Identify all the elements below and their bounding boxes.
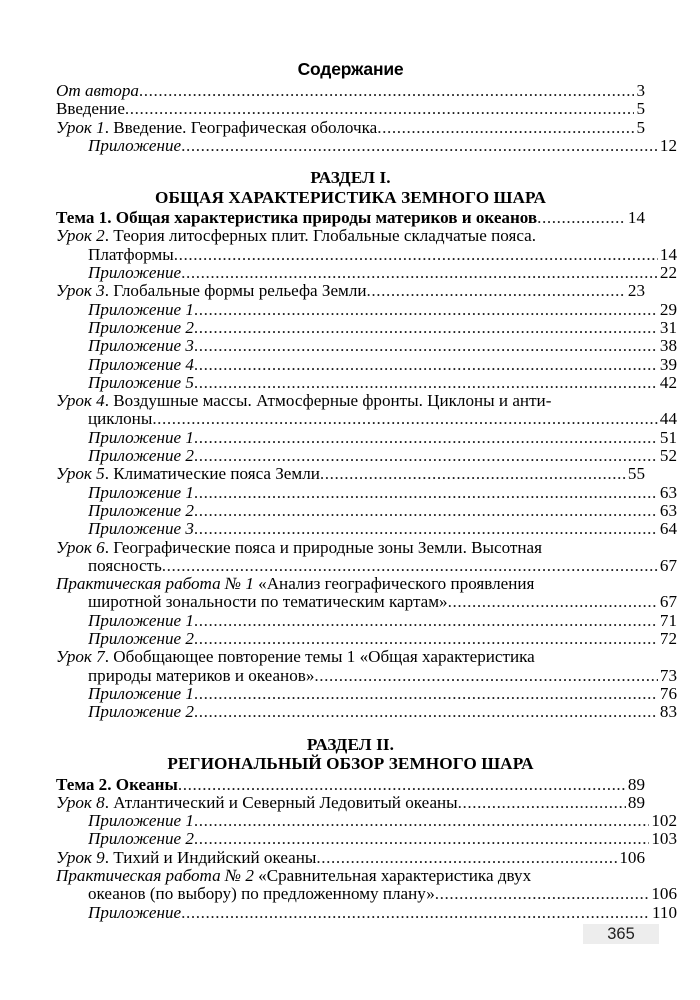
toc-entry-label-part: Урок 9 bbox=[56, 848, 105, 867]
toc-dot-leader bbox=[367, 282, 626, 300]
toc-dot-leader bbox=[536, 227, 643, 245]
toc-dot-leader bbox=[537, 209, 626, 227]
toc-entry-label bbox=[56, 392, 551, 410]
toc-entry-label-part: Приложение 1 bbox=[88, 611, 194, 630]
toc-entry-label-part: природы материков и океанов» bbox=[88, 666, 315, 685]
toc-entry-label-part: Урок 8 bbox=[56, 793, 105, 812]
toc-entry-label bbox=[88, 484, 194, 502]
toc-entry-page-number: 23 bbox=[627, 281, 645, 301]
toc-entry-label-part: . Глобальные формы рельефа Земли bbox=[104, 282, 367, 301]
toc-entry-label bbox=[88, 667, 314, 685]
toc-dot-leader bbox=[194, 630, 658, 648]
toc-entry-label bbox=[88, 301, 194, 319]
toc-entry-page-number: 38 bbox=[659, 336, 677, 356]
toc-entry-page-number: 67 bbox=[659, 555, 677, 575]
toc-entry[interactable] bbox=[56, 520, 677, 538]
page-title: Содержание bbox=[297, 59, 404, 79]
toc-entry[interactable] bbox=[56, 392, 645, 410]
toc-entry-label-part: «Анализ географического проявления bbox=[253, 575, 535, 594]
toc-entry-label-part: Приложение 2 bbox=[88, 703, 194, 722]
toc-dot-leader bbox=[320, 465, 626, 483]
toc-entry[interactable] bbox=[56, 282, 645, 300]
section-spacer bbox=[56, 155, 645, 168]
toc-entry-page-number: 55 bbox=[627, 464, 645, 484]
toc-entry-label bbox=[56, 575, 534, 593]
toc-entry[interactable] bbox=[56, 447, 677, 465]
toc-entry-page-number: 71 bbox=[659, 610, 677, 630]
toc-entry-page-number: 29 bbox=[659, 299, 677, 319]
toc-entry-label-part: Приложение 1 bbox=[88, 483, 194, 502]
toc-entry-label bbox=[88, 429, 194, 447]
toc-entry-label bbox=[56, 100, 125, 118]
toc-entry-label-part: Приложение 2 bbox=[88, 501, 194, 520]
toc-entry[interactable] bbox=[56, 82, 645, 100]
section-heading-line-2: РЕГИОНАЛЬНЫЙ ОБЗОР ЗЕМНОГО ШАРА bbox=[167, 754, 534, 773]
toc-dot-leader bbox=[152, 410, 658, 428]
toc-entry[interactable] bbox=[56, 830, 677, 848]
toc-entry-label bbox=[88, 447, 194, 465]
toc-entry-label-part: Приложение 5 bbox=[88, 373, 194, 392]
toc-entry-label-part: широтной зональности по тематическим картам» bbox=[88, 593, 448, 612]
toc-entry-page-number: 64 bbox=[659, 519, 677, 539]
toc-dot-leader bbox=[542, 539, 643, 557]
toc-entry-label-part: Приложение 2 bbox=[88, 630, 194, 649]
toc-entry[interactable] bbox=[56, 337, 677, 355]
toc-entry-label bbox=[56, 849, 316, 867]
toc-entry-label-part: «Сравнительная характеристика двух bbox=[253, 866, 532, 885]
toc-dot-leader bbox=[194, 319, 658, 337]
toc-entry[interactable] bbox=[56, 301, 677, 319]
toc-entry[interactable] bbox=[56, 502, 677, 520]
toc-entry-label bbox=[56, 282, 367, 300]
toc-entry-label-part: . Введение. Географическая оболочка bbox=[104, 118, 378, 137]
toc-dot-leader bbox=[181, 264, 658, 282]
toc-entry-label-part: Урок 6 bbox=[56, 538, 105, 557]
section-heading-line-2: ОБЩАЯ ХАРАКТЕРИСТИКА ЗЕМНОГО ШАРА bbox=[155, 187, 546, 207]
toc-dot-leader bbox=[139, 82, 635, 100]
toc-entry-page-number: 5 bbox=[636, 99, 645, 119]
toc-entry-page-number: 39 bbox=[659, 354, 677, 374]
toc-entry-page-number: 89 bbox=[627, 792, 645, 812]
toc-entry-label bbox=[88, 319, 194, 337]
toc-entry[interactable] bbox=[56, 794, 645, 812]
toc-entry-label-part: . Атлантический и Северный Ледовитый океаны bbox=[104, 793, 458, 812]
toc-entry-label-part: Приложение 2 bbox=[88, 447, 194, 466]
toc-entry-label-part: Приложение 3 bbox=[88, 337, 194, 356]
toc-dot-leader bbox=[194, 447, 658, 465]
toc-dot-leader bbox=[194, 612, 658, 630]
toc-entry-label bbox=[88, 885, 435, 903]
toc-entry[interactable] bbox=[56, 630, 677, 648]
toc-entry-label-part: Урок 7 bbox=[56, 648, 105, 667]
toc-entry[interactable] bbox=[56, 575, 645, 593]
toc-entry-page-number: 76 bbox=[659, 683, 677, 703]
toc-dot-leader bbox=[194, 356, 658, 374]
toc-entry-page-number: 63 bbox=[659, 482, 677, 502]
toc-entry-label-part: Практическая работа № 1 bbox=[56, 575, 254, 594]
toc-entry-label bbox=[56, 209, 537, 227]
toc-entry-label-part: Тема 1. Общая характеристика природы материков и океанов bbox=[56, 209, 538, 228]
toc-entry-label-part: Приложение 1 bbox=[88, 684, 194, 703]
toc-entry-label bbox=[56, 465, 320, 483]
toc-entry-page-number: 14 bbox=[627, 208, 645, 228]
toc-entry-label bbox=[88, 703, 194, 721]
toc-entry-page-number: 12 bbox=[659, 135, 677, 155]
toc-entry-page-number: 3 bbox=[636, 81, 645, 100]
section-heading bbox=[56, 735, 645, 774]
toc-entry[interactable] bbox=[56, 849, 645, 867]
toc-entry-label bbox=[88, 685, 194, 703]
toc-entry[interactable] bbox=[56, 137, 677, 155]
toc-entry-label bbox=[56, 119, 377, 137]
toc-entry[interactable] bbox=[56, 374, 677, 392]
toc-dot-leader bbox=[178, 776, 626, 794]
toc-entry-page-number: 22 bbox=[659, 263, 677, 283]
toc-entry-label-part: Урок 1 bbox=[56, 118, 105, 137]
toc-entry-label bbox=[88, 612, 194, 630]
toc-entry-label-part: Приложение 1 bbox=[88, 428, 194, 447]
toc-entry-label-part: . Географические пояса и природные зоны Земли. Высотная bbox=[104, 538, 542, 557]
toc-dot-leader bbox=[551, 392, 643, 410]
toc-entry[interactable] bbox=[56, 867, 645, 885]
toc-entry[interactable] bbox=[56, 209, 645, 227]
toc-entry-page-number: 42 bbox=[659, 372, 677, 392]
toc-dot-leader bbox=[458, 794, 626, 812]
toc-entry-label-part: Приложение 3 bbox=[88, 520, 194, 539]
toc-entry-label bbox=[56, 227, 536, 245]
toc-entry[interactable] bbox=[56, 356, 677, 374]
toc-entry[interactable] bbox=[56, 465, 645, 483]
toc-entry-label-part: Приложение 2 bbox=[88, 318, 194, 337]
toc-entry[interactable] bbox=[56, 904, 677, 922]
toc-entry-page-number: 89 bbox=[627, 774, 645, 794]
toc-entry[interactable] bbox=[56, 812, 677, 830]
toc-dot-leader bbox=[377, 119, 634, 137]
toc-dot-leader bbox=[194, 520, 658, 538]
toc-entry-label bbox=[56, 794, 458, 812]
toc-entry-label bbox=[88, 593, 448, 611]
toc-entry-label-part: Урок 5 bbox=[56, 465, 105, 484]
toc-entry-label bbox=[56, 867, 531, 885]
toc-entry[interactable] bbox=[56, 119, 645, 137]
toc-entry-label bbox=[56, 776, 178, 794]
toc-entry-label-part: . Обобщающее повторение темы 1 «Общая характеристика bbox=[104, 648, 535, 667]
toc-entry[interactable] bbox=[56, 885, 677, 903]
toc-entry-label-part: Урок 2 bbox=[56, 227, 105, 246]
toc-entry-label bbox=[88, 246, 174, 264]
toc-entry-label bbox=[56, 539, 542, 557]
toc-dot-leader bbox=[194, 502, 658, 520]
toc-entry-label-part: поясность bbox=[88, 556, 162, 575]
toc-entry-page-number: 5 bbox=[636, 117, 645, 137]
toc-entry[interactable] bbox=[56, 685, 677, 703]
toc-entry-page-number: 102 bbox=[651, 811, 677, 831]
toc-entry-page-number: 103 bbox=[651, 829, 677, 849]
toc-content bbox=[56, 58, 677, 922]
toc-entry-label-part: Приложение 2 bbox=[88, 830, 194, 849]
toc-entry-label-part: . Тихий и Индийский океаны bbox=[104, 848, 317, 867]
toc-entry[interactable] bbox=[56, 667, 677, 685]
toc-entry[interactable] bbox=[56, 539, 645, 557]
toc-dot-leader bbox=[194, 374, 658, 392]
toc-dot-leader bbox=[194, 830, 649, 848]
toc-dot-leader bbox=[194, 301, 658, 319]
toc-entry-page-number: 31 bbox=[659, 317, 677, 337]
toc-entry[interactable] bbox=[56, 100, 645, 118]
toc-entry-label bbox=[88, 812, 194, 830]
toc-dot-leader bbox=[448, 593, 658, 611]
toc-entry-label-part: океанов (по выбору) по предложенному плану» bbox=[88, 885, 435, 904]
toc-entry-label bbox=[88, 337, 194, 355]
toc-dot-leader bbox=[181, 904, 650, 922]
toc-entry-label-part: Приложение bbox=[88, 264, 182, 283]
toc-entry-label-part: Приложение bbox=[88, 136, 182, 155]
toc-entry-label bbox=[88, 502, 194, 520]
toc-entry-label-part: Приложение 1 bbox=[88, 812, 194, 831]
toc-dot-leader bbox=[531, 867, 643, 885]
toc-entry[interactable] bbox=[56, 264, 677, 282]
toc-entry-label-part: Тема 2. Океаны bbox=[56, 775, 178, 794]
toc-entry-label-part: Практическая работа № 2 bbox=[56, 866, 254, 885]
toc-entry[interactable] bbox=[56, 319, 677, 337]
toc-dot-leader bbox=[316, 849, 617, 867]
toc-entry[interactable] bbox=[56, 648, 645, 666]
toc-entry-page-number: 110 bbox=[651, 902, 677, 922]
toc-entry[interactable] bbox=[56, 410, 677, 428]
toc-entry[interactable] bbox=[56, 557, 677, 575]
toc-entry-page-number: 52 bbox=[659, 446, 677, 466]
toc-entry[interactable] bbox=[56, 703, 677, 721]
toc-dot-leader bbox=[535, 648, 643, 666]
toc-dot-leader bbox=[435, 885, 650, 903]
toc-entry-page-number: 106 bbox=[619, 847, 645, 867]
toc-entry-page-number: 106 bbox=[651, 884, 677, 904]
toc-entry-page-number: 14 bbox=[659, 244, 677, 264]
toc-dot-leader bbox=[194, 429, 658, 447]
toc-entry[interactable] bbox=[56, 593, 677, 611]
toc-entry-label bbox=[88, 356, 194, 374]
toc-entry-label bbox=[56, 648, 535, 666]
toc-entry-label-part: Приложение 4 bbox=[88, 355, 194, 374]
toc-entry-label-part: Введение bbox=[56, 100, 125, 119]
section-heading bbox=[56, 168, 645, 207]
toc-entry-label bbox=[88, 830, 194, 848]
toc-dot-leader bbox=[125, 100, 635, 118]
toc-entry-label bbox=[88, 374, 194, 392]
toc-entry[interactable] bbox=[56, 776, 645, 794]
toc-list bbox=[56, 81, 677, 922]
toc-dot-leader bbox=[162, 557, 658, 575]
toc-entry-label-part: . Теория литосферных плит. Глобальные складчатые пояса. bbox=[104, 227, 537, 246]
toc-entry-label bbox=[88, 904, 181, 922]
toc-entry-page-number: 51 bbox=[659, 427, 677, 447]
toc-entry-label-part: Урок 4 bbox=[56, 392, 105, 411]
toc-dot-leader bbox=[534, 575, 643, 593]
toc-entry[interactable] bbox=[56, 246, 677, 264]
toc-entry-label bbox=[88, 410, 152, 428]
toc-entry-label-part: . Воздушные массы. Атмосферные фронты. Циклоны и анти- bbox=[104, 392, 552, 411]
section-spacer bbox=[56, 722, 645, 735]
toc-entry-label-part: Платформы bbox=[88, 245, 174, 264]
toc-entry-label bbox=[88, 264, 181, 282]
toc-dot-leader bbox=[194, 484, 658, 502]
toc-entry-label-part: От автора bbox=[56, 82, 139, 100]
toc-dot-leader bbox=[194, 337, 658, 355]
toc-dot-leader bbox=[194, 685, 658, 703]
toc-entry-label-part: Приложение bbox=[88, 903, 182, 922]
toc-entry[interactable] bbox=[56, 227, 645, 245]
section-heading-line-1: РАЗДЕЛ II. bbox=[306, 734, 395, 754]
toc-entry-label-part: циклоны bbox=[88, 410, 153, 429]
toc-entry-page-number: 83 bbox=[659, 702, 677, 722]
section-heading-line-1: РАЗДЕЛ I. bbox=[310, 168, 391, 188]
toc-entry-label-part: . Климатические пояса Земли bbox=[104, 465, 320, 484]
toc-dot-leader bbox=[181, 137, 658, 155]
toc-entry-label bbox=[88, 557, 162, 575]
toc-dot-leader bbox=[174, 246, 658, 264]
toc-dot-leader bbox=[194, 703, 658, 721]
toc-entry-label bbox=[88, 630, 194, 648]
toc-entry-label-part: Приложение 1 bbox=[88, 300, 194, 319]
toc-entry-label bbox=[88, 137, 181, 155]
toc-entry-page-number: 44 bbox=[659, 409, 677, 429]
toc-entry[interactable] bbox=[56, 484, 677, 502]
toc-entry-page-number: 73 bbox=[659, 665, 677, 685]
toc-entry[interactable] bbox=[56, 612, 677, 630]
toc-entry-label bbox=[88, 520, 194, 538]
toc-entry-label bbox=[56, 82, 139, 100]
toc-entry-label-part: Урок 3 bbox=[56, 282, 105, 301]
toc-entry-page-number: 72 bbox=[659, 629, 677, 649]
toc-entry-page-number: 67 bbox=[659, 592, 677, 612]
footer-page-number: 365 bbox=[583, 924, 659, 944]
toc-dot-leader bbox=[194, 812, 649, 830]
toc-dot-leader bbox=[314, 667, 658, 685]
toc-entry-page-number: 63 bbox=[659, 500, 677, 520]
toc-entry[interactable] bbox=[56, 429, 677, 447]
